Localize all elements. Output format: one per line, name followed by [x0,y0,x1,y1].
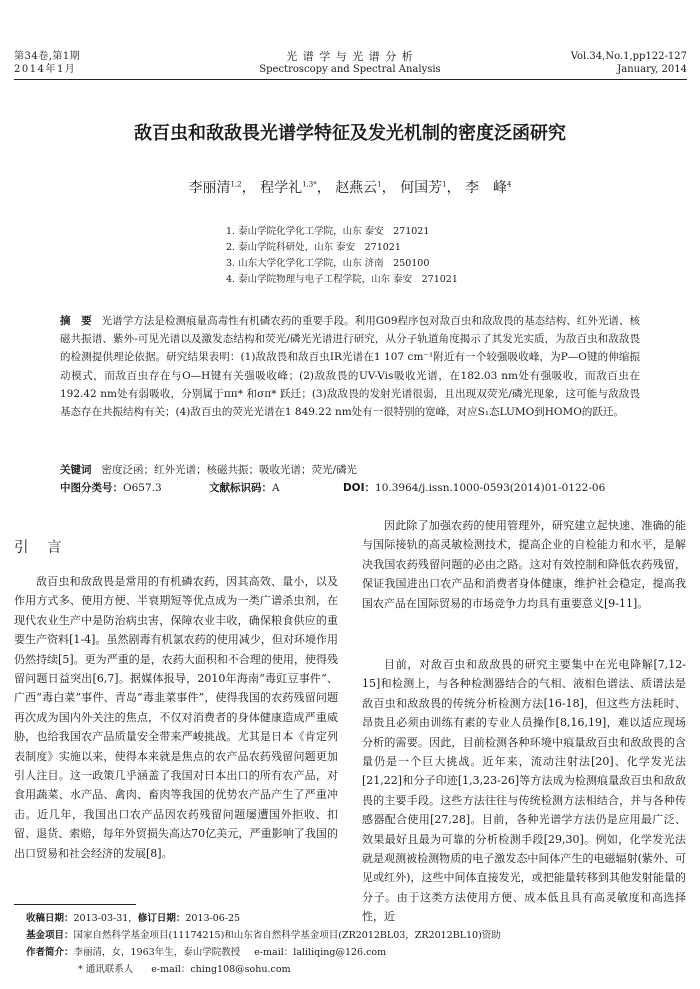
author-affil-sup: 1 [377,180,382,189]
header-rule [14,79,687,80]
abstract [60,312,640,421]
paper-title: 敌百虫和敌敌畏光谱学特征及发光机制的密度泛函研究 [134,123,566,144]
journal-title-cn: 光 谱 学 与 光 谱 分 析 [286,50,414,63]
footnote-corresponding [26,961,501,978]
author-name: 李丽清 [188,180,231,196]
author-list: 李丽清$^{1,2}$， 程学礼$^{1,3*}$， 赵燕云$^1$， 何国芳$^1$， 李 峰$^4$ [188,180,512,196]
received-date: 2013-03-31 [73,913,129,924]
affiliation: 2. 泰山学院科研处，山东 泰安 271021 [226,242,401,253]
volume-issue-en: Vol.34,No.1,pp122-127 [570,51,687,62]
author-name: 赵燕云 [335,180,378,196]
doi-label: DOI： [342,482,376,494]
author-affil-sup: 1 [442,180,447,189]
journal-title-en: Spectroscopy and Spectral Analysis [259,64,441,75]
author-bio: 李丽清，女，1963年生，泰山学院教授 [73,947,241,958]
author-email: e-mail：laliliqing@126.com [254,947,387,958]
author-affil-sup: 4 [507,180,512,189]
fund-text: 国家自然科学基金项目(11174215)和山东省自然科学基金项目(ZR2012BL03，ZR2012BL10)资助 [73,930,501,941]
keywords [60,462,640,479]
classification-line [60,480,640,497]
received-label: 收稿日期： [26,913,74,924]
author-bio-label: 作者简介： [26,947,74,958]
doc-code-value: A [272,482,280,494]
author-name: 何国芳 [400,180,443,196]
corresponding-label: * 通讯联系人 [78,964,134,975]
author-name: 程学礼 [260,180,303,196]
footnote-author [26,944,501,961]
intro-paragraph: 敌百虫和敌敌畏是常用的有机磷农药，因其高效、量小，以及作用方式多、使用方便、半衰期短等优点成为一类广谱杀虫剂，在现代农业生产中是防治病虫害，保障农业丰收，确保粮食供应的重要生产资料[1-4]。虽然剧毒有机氯农药的使用减少，但对环境作用仍然持续[5]。更为严重的是，农药大面积和不合理的使用，使得残留问题日益突出[6,7]。据媒体报导，2010年海南“毒豇豆事件”、广西“毒白菜”事件、青岛“毒韭菜事件”，使得我国的农药残留问题再次成为国内外关注的焦点，不仅对消费者的身体健康造成严重威胁，也给我国农产品质量安全带来严峻挑战。尤其是日本《肯定列表制度》实施以来，使得本来就是焦点的农产品农药残留问题更加引人注目。这一政策几乎涵盖了我国对日本出口的所有农产品，对食用蔬菜、水产品、禽肉、畜肉等我国的优势农产品产生了严重冲击。近几年，我国出口农产品因农药残留问题屡遭国外拒收、扣留、退货、索赔，每年外贸损失高达70亿美元，严重影响了我国的出口贸易和社会经济的发展[8]。 [14,575,338,860]
date-cn: 2014年1月 [14,64,77,75]
volume-issue-cn: 第34卷,第1期 [14,51,81,62]
affiliation: 4. 泰山学院物理与电子工程学院，山东 泰安 271021 [226,274,458,285]
date-en: January, 2014 [617,64,687,75]
abstract-label: 摘 要 [60,315,92,327]
keywords-text: 密度泛函；红外光谱；核磁共振；吸收光谱；荧光/磷光 [101,464,358,476]
author-affil-sup: 1,2 [230,180,242,189]
section-heading-intro: 引 言 [14,540,64,556]
doc-code-label: 文献标识码： [209,482,273,494]
keywords-label: 关键词 [60,464,92,476]
affiliation-list [226,224,458,288]
clc-label: 中图分类号： [60,482,123,494]
right-paragraph: 因此除了加强农药的使用管理外，研究建立起快速、准确的能与国际接轨的高灵敏检测技术，提高企业的自检能力和水平，是解决我国农药残留问题的必由之路。这对有效控制和降低农药残留，保证我国进出口农产品和消费者身体健康，维护社会稳定，提高我国农产品在国际贸易的市场竞争力均具有重要意义[9-11]。 [362,519,686,610]
fund-label: 基金项目： [26,930,74,941]
affiliation: 3. 山东大学化学化工学院，山东 济南 250100 [226,258,430,269]
author-affil-sup: 1,3* [302,180,317,189]
doi-value: 10.3964/j.issn.1000-0593(2014)01-0122-06 [375,482,606,494]
footnote-rule [14,904,136,905]
clc-value: O657.3 [123,482,162,494]
footnotes [26,910,501,978]
right-paragraph: 目前，对敌百虫和敌敌畏的研究主要集中在光电降解[7,12-15]和检测上，与各种检测器结合的气相、液相色谱法、质谱法是敌百虫和敌敌畏的传统分析检测方法[16-18]，但这些方法耗时、昂贵且必须由训练有素的专业人员操作[8,16,19]，难以适应现场分析的需要。因此，目前检测各种环境中痕量敌百虫和敌敌畏的含量仍是一个巨大挑战。近年来，流动注射法[20]、化学发光法[21,22]和分子印迹[1,3,23-26]等方法成为检测痕量敌百虫和敌敌畏的主要手段。这些方法往往与传统检测方法相结合，并与各种传感器配合使用[27,28]。目前，各种光谱学方法仍是应用最广泛、效果最好且最为可靠的分析检测手段[29,30]。例如，化学发光法就是观测被检测物质的电子激发态中间体产生的电磁辐射(紫外、可见或红外)，这些中间体直接发光，或把能量转移到其他发射能量的分子。由于这类方法使用方便、成本低且具有高灵敏度和高选择性，近 [362,658,686,924]
corresponding-email: e-mail：ching108@sohu.com [151,964,291,975]
abstract-text: 光谱学方法是检测痕量高毒性有机磷农药的重要手段。利用G09程序包对敌百虫和敌敌畏的基态结构、红外光谱、核磁共振谱、紫外-可见光谱以及激发态结构和荧光/磷光光谱进行研究，从分子轨道角度揭示了其发光实质，为敌百虫和敌敌畏的检测提供理论依据。研究结果表明：(1)敌敌畏和敌百虫IR光谱在1 107 cm⁻¹附近有一个较强吸收峰，为P—O键的伸缩振动模式，而敌百虫存在与O—H键有关强吸收峰；(2)敌敌畏的UV-Vis吸收光谱，在182.03 nm处有强吸收，而敌百虫在192.42 nm处有弱吸收，分别属于ππ* 和σπ* 跃迁；(3)敌敌畏的发射光谱很弱，且出现双荧光/磷光现象，这可能与敌敌畏基态存在共振结构有关；(4)敌百虫的荧光光谱在1 849.22 nm处有一很特别的宽峰，对应S₁态LUMO到HOMO的跃迁。 [60,315,641,419]
footnote-fund [26,927,501,944]
revised-label: 修订日期： [137,913,186,924]
footnote-dates: 收稿日期：2013-03-31，修订日期：2013-06-25 [26,913,241,924]
affiliation: 1. 泰山学院化学化工学院，山东 泰安 271021 [226,226,430,237]
author-name: 李 峰 [465,180,508,196]
revised-date: 2013-06-25 [185,913,241,924]
